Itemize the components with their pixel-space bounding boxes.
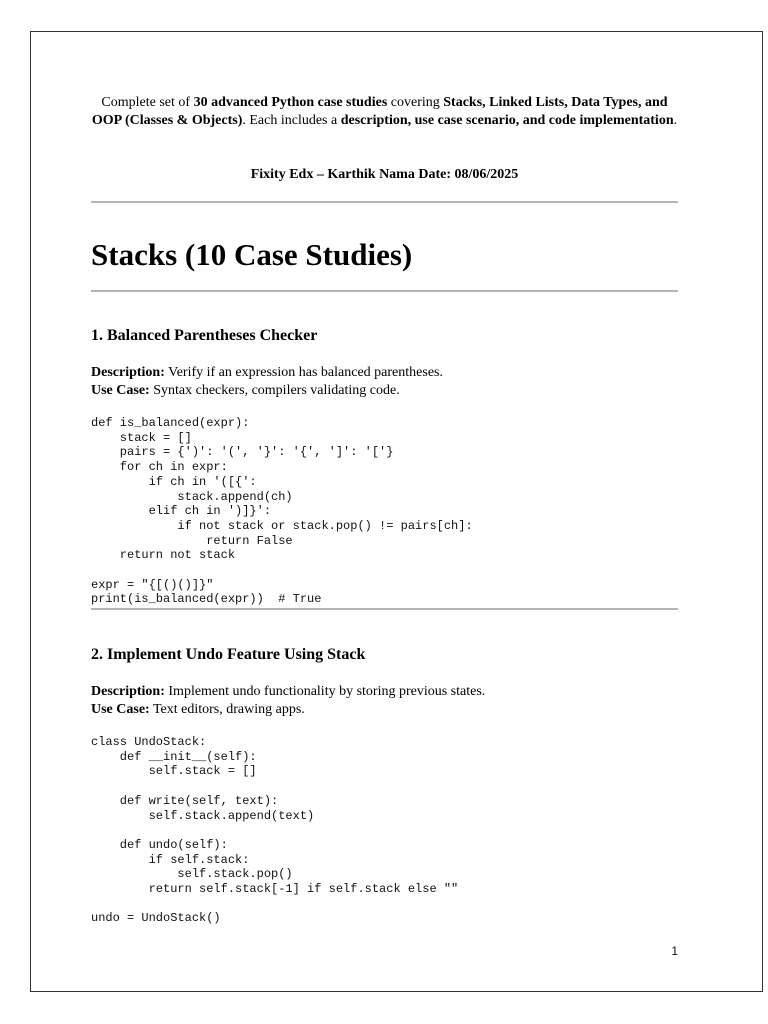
intro-bold: 30 advanced Python case studies — [193, 95, 388, 110]
intro-text: . — [673, 113, 678, 128]
description-label: Description: — [91, 684, 165, 699]
case-use-case — [91, 701, 305, 719]
case-description — [91, 364, 443, 382]
description-label: Description: — [91, 365, 165, 380]
divider — [91, 608, 678, 610]
use-case-text: Text editors, drawing apps. — [149, 702, 305, 717]
intro-bold: description, use case scenario, and code implementation — [340, 113, 674, 128]
intro-text: Complete set of — [101, 95, 194, 110]
intro-bold: Stacks, Linked Lists, Data Types, and OOP (Classes & Objects) — [91, 95, 668, 128]
description-text: Implement undo functionality by storing previous states. — [164, 684, 486, 699]
case-title: 1. Balanced Parentheses Checker — [91, 327, 318, 344]
case-description — [91, 683, 485, 701]
case-use-case — [91, 382, 400, 400]
code-block: def is_balanced(expr): stack = [] pairs = {')': '(', '}': '{', ']': '['} for ch in expr: if ch in '([{': stack.append(ch) elif ch in ')]}': if not stack or stack.pop() != pairs[ch]: return False return not stack expr = "{[()()]}" print(is_balanced(expr)) # True — [91, 416, 473, 607]
divider — [91, 201, 678, 203]
code-block: class UndoStack: def __init__(self): self.stack = [] def write(self, text): self.stack.append(text) def undo(self): if self.stack: self.stack.pop() return self.stack[-1] if self.stack else "" undo = UndoStack() — [91, 735, 459, 926]
page-number: 1 — [671, 944, 678, 958]
description-text: Verify if an expression has balanced parentheses. — [164, 365, 443, 380]
intro-text: . Each includes a — [242, 113, 341, 128]
author-date-line: Fixity Edx – Karthik Nama Date: 08/06/2025 — [250, 167, 519, 182]
section-title: Stacks (10 Case Studies) — [91, 237, 413, 272]
use-case-text: Syntax checkers, compilers validating code. — [149, 383, 400, 398]
document-page — [30, 31, 763, 992]
divider — [91, 290, 678, 292]
use-case-label: Use Case: — [91, 383, 150, 398]
intro-paragraph — [91, 94, 678, 130]
case-title: 2. Implement Undo Feature Using Stack — [91, 646, 366, 663]
use-case-label: Use Case: — [91, 702, 150, 717]
intro-text: covering — [387, 95, 444, 110]
